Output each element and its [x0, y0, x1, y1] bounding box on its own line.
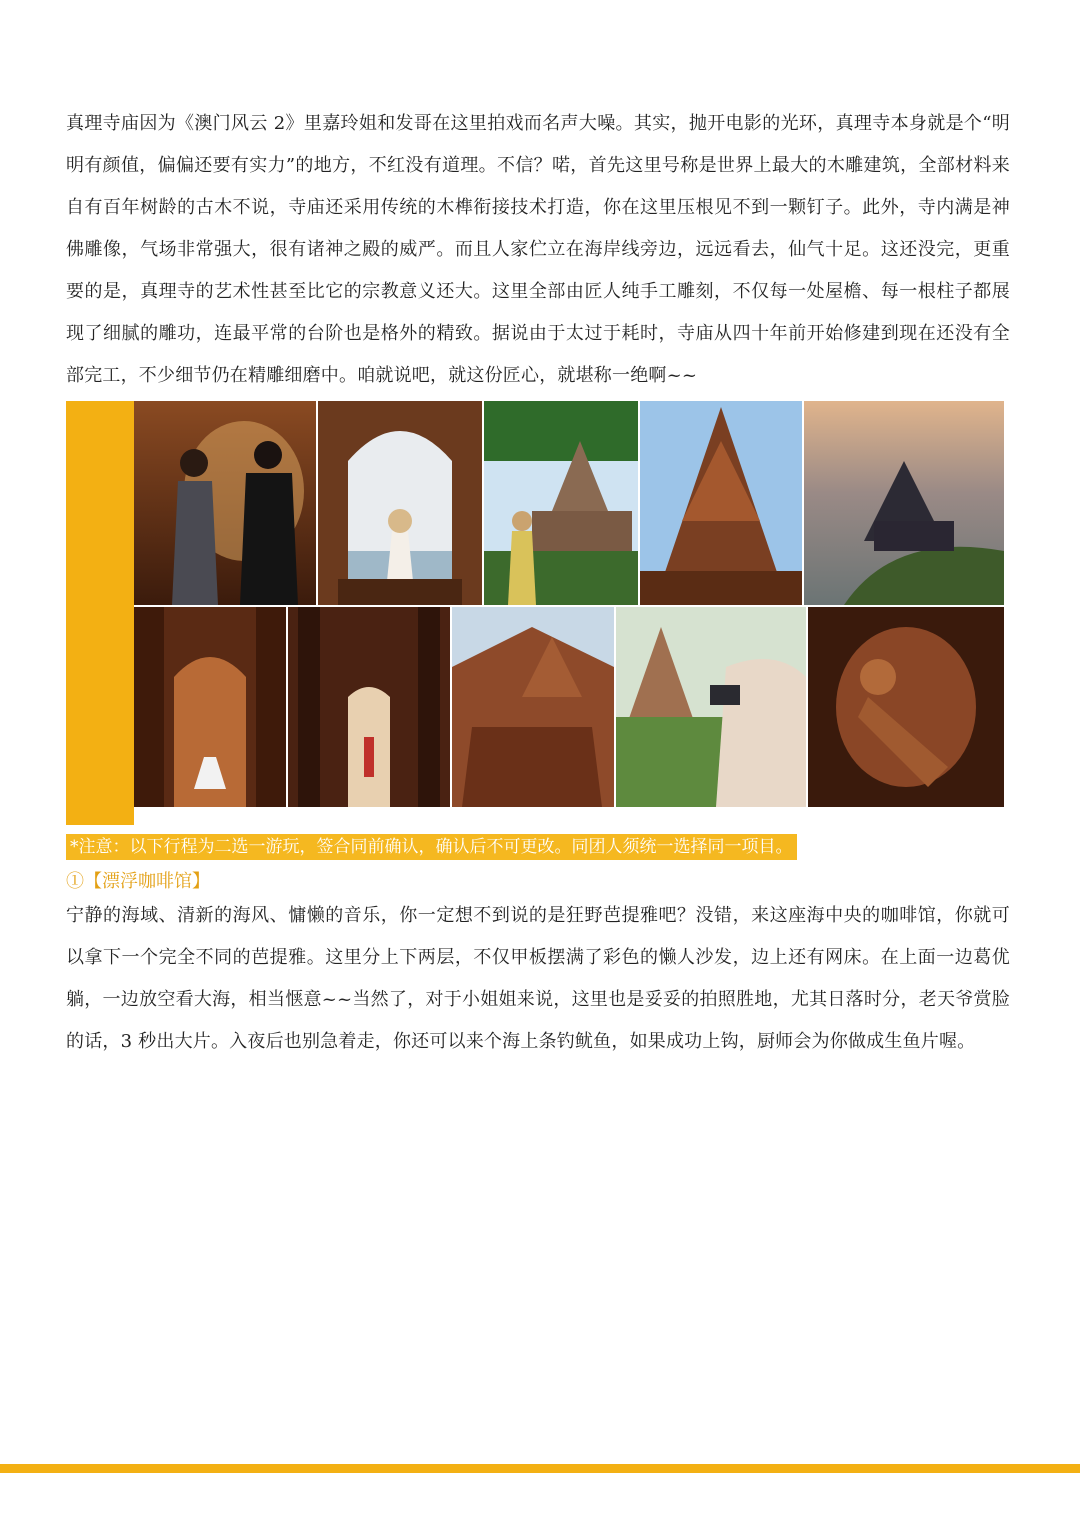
- footer-accent-bar: [0, 1464, 1080, 1473]
- floating-cafe-paragraph: 宁静的海域、清新的海风、慵懒的音乐，你一定想不到说的是狂野芭提雅吧？没错，来这座海中央的咖啡馆，你就可以拿下一个完全不同的芭提雅。这里分上下两层，不仅甲板摆满了彩色的懒人沙发，边上还有网床。在上面一边葛优躺，一边放空看大海，相当惬意~~当然了，对于小姐姐来说，这里也是妥妥的拍照胜地，尤其日落时分，老天爷赏脸的话，3 秒出大片。入夜后也别急着走，你还可以来个海上条钓鱿鱼，如果成功上钩，厨师会为你做成生鱼片喔。: [66, 905, 1010, 1052]
- itinerary-notice: *注意：以下行程为二选一游玩，签合同前确认，确认后不可更改。同团人须统一选择同一项目。: [66, 834, 797, 860]
- carved-window-photo: [318, 401, 482, 605]
- carved-facade-photo: [452, 607, 614, 807]
- accent-block: [66, 401, 134, 825]
- temple-spire-photo: [640, 401, 802, 605]
- temple-hall-photo: [134, 607, 286, 807]
- couple-photo: [134, 401, 316, 605]
- intro-paragraph: 真理寺庙因为《澳门风云 2》里嘉玲姐和发哥在这里拍戏而名声大噪。其实，抛开电影的光环，真理寺本身就是个“明明有颜值，偏偏还要有实力”的地方，不红没有道理。不信？喏，首先这里号称是世界上最大的木雕建筑，全部材料来自有百年树龄的古木不说，寺庙还采用传统的木榫衔接技术打造，你在这里压根见不到一颗钉子。此外，寺内满是神佛雕像，气场非常强大，很有诸神之殿的威严。而且人家伫立在海岸线旁边，远远看去，仙气十足。这还没完，更重要的是，真理寺的艺术性甚至比它的宗教意义还大。这里全部由匠人纯手工雕刻，不仅每一处屋檐、每一根柱子都展现了细腻的雕功，连最平常的台阶也是格外的精致。据说由于太过于耗时，寺庙从四十年前开始修建到现在还没有全部完工，不少细节仍在精雕细磨中。咱就说吧，就这份匠心，就堪称一绝啊~~: [66, 113, 1010, 386]
- temple-corridor-photo: [288, 607, 450, 807]
- temple-garden-photo: [484, 401, 638, 605]
- coastline-aerial-photo: [804, 401, 1004, 605]
- photographing-temple-photo: [616, 607, 806, 807]
- section-title-floating-cafe: ①【漂浮咖啡馆】: [66, 871, 210, 892]
- photo-collage: [66, 401, 1004, 825]
- carved-statue-photo: [808, 607, 1004, 807]
